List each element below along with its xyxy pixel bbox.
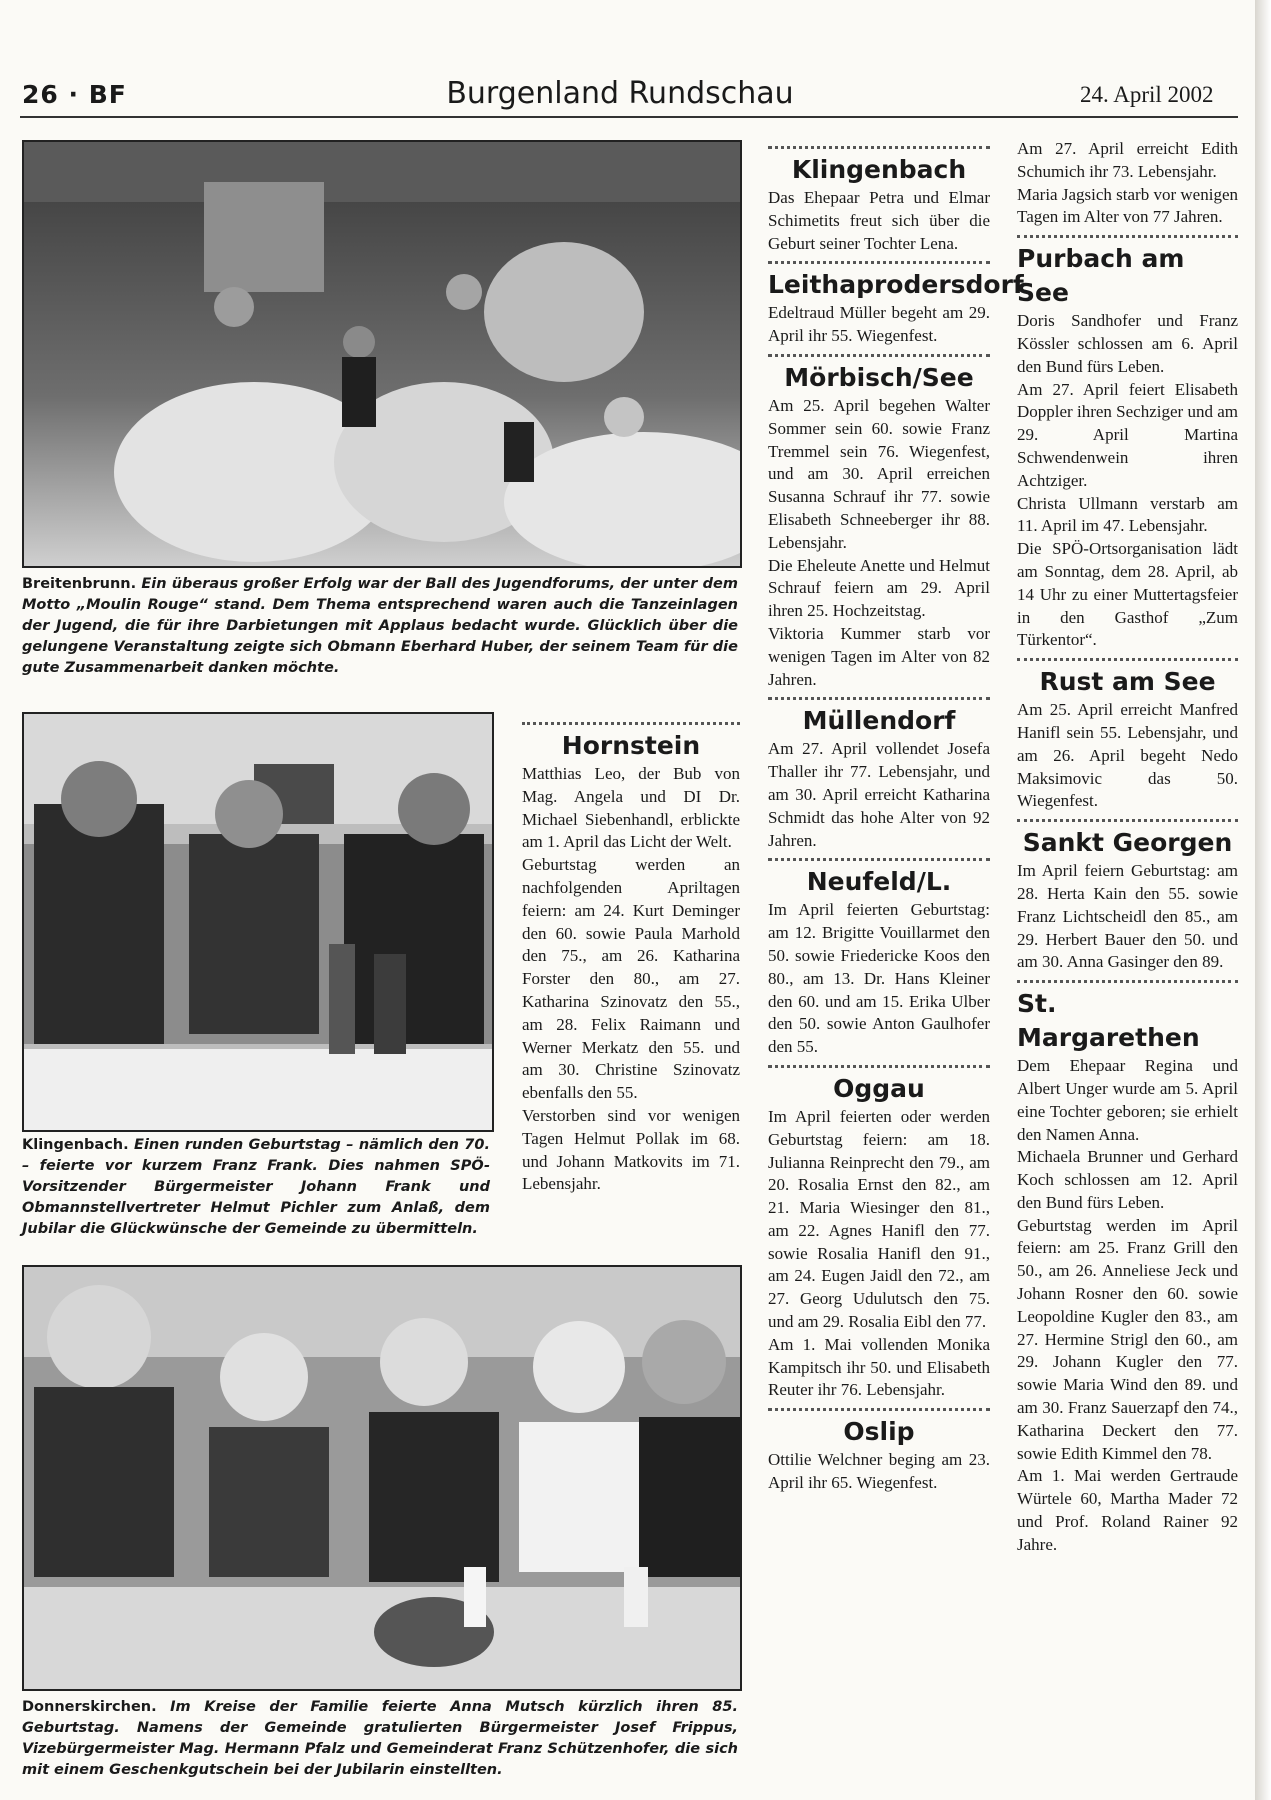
section-paragraph: Viktoria Kummer starb vor wenigen Tagen im Alter von 82 Jahren. <box>768 623 990 689</box>
caption-klingenbach <box>22 1135 490 1240</box>
section-sankt-georgen <box>1017 819 1238 974</box>
section-neufeld <box>768 858 990 1059</box>
section-paragraph: Am 27. April feiert Elisabeth Doppler ihren Sechziger und am 29. April Martina Schwendenwein ihren Achtziger. <box>1017 379 1238 490</box>
page-edge <box>1255 0 1271 1800</box>
dotted-divider <box>1017 980 1238 983</box>
section-paragraph: Am 27. April vollendet Josefa Thaller ihr 77. Lebensjahr, und am 30. April erreicht Katharina Schmidt das hohe Alter von 92 Jahren. <box>768 739 990 850</box>
dotted-divider <box>1017 819 1238 822</box>
caption-text: Einen runden Geburtstag – nämlich den 70. – feierte vor kurzem Franz Frank. Dies nahmen SPÖ-Vorsitzender Bürgermeister Johann Frank und Obmannstellvertreter Helmut Pichler zum Anlaß, dem Jubilar die Glückwünsche der Gemeinde zu übermitteln. <box>22 1137 490 1237</box>
section-paragraph: Geburtstag werden im April feiern: am 25. Franz Grill den 50., am 26. Anneliese Jeck und Johann Rosner den 60. sowie Leopoldine Kugler den 83., am 27. Hermine Strigl den 60., am 29. Johann Kugler den 77. sowie Maria Wind den 89. und am 30. Franz Sauerzapf den 74., Katharina Deckert den 77. sowie Edith Kimmel den 78. <box>1017 1215 1238 1463</box>
caption-place: Klingenbach. <box>22 1137 129 1153</box>
section-leithaprodersdorf <box>768 261 1024 348</box>
section-heading: Sankt Georgen <box>1022 828 1233 858</box>
section-moerbisch <box>768 354 990 691</box>
section-heading: Hornstein <box>561 731 701 760</box>
section-oslip <box>768 1408 990 1495</box>
section-heading: St. Margarethen <box>1017 989 1200 1053</box>
section-paragraph: Doris Sandhofer und Franz Kössler schlossen am 6. April den Bund fürs Leben. <box>1017 311 1238 376</box>
section-heading: Leithaprodersdorf <box>768 270 1024 300</box>
photo-klingenbach <box>22 712 494 1132</box>
section-heading: Rust am See <box>1039 667 1216 697</box>
section-heading: Müllendorf <box>802 706 956 736</box>
dotted-divider <box>1017 235 1238 238</box>
section-paragraph: Michaela Brunner und Gerhard Koch schlossen am 12. April den Bund fürs Leben. <box>1017 1147 1238 1212</box>
section-paragraph: Christa Ullmann verstarb am 11. April im 47. Lebensjahr. <box>1017 493 1238 536</box>
page-label: 26 · BF <box>22 80 127 109</box>
section-paragraph: Die SPÖ-Ortsorganisation lädt am Sonntag, dem 28. April, ab 14 Uhr zu einer Muttertagsfeier in den Gasthof „Zum Türkentor“. <box>1017 539 1238 650</box>
section-heading: Neufeld/L. <box>806 867 952 897</box>
dotted-divider <box>1017 658 1238 661</box>
dotted-divider <box>768 1065 990 1068</box>
section-paragraph: Im April feierten Geburtstag: am 12. Brigitte Vouillarmet den 50. sowie Friedericke Koos den 80., am 13. Dr. Hans Kleiner den 60. und am 15. Erika Ulber den 50. sowie Anton Gaulhofer den 55. <box>768 900 990 1057</box>
section-st-margarethen <box>1017 980 1238 1557</box>
newspaper-title: Burgenland Rundschau <box>446 76 794 111</box>
issue-date: 24. April 2002 <box>1080 82 1214 107</box>
caption-place: Donnerskirchen. <box>22 1699 157 1715</box>
caption-text: Im Kreise der Familie feierte Anna Mutsch kürzlich ihren 85. Geburtstag. Namens der Gemeinde gratulierten Bürgermeister Josef Frippus, Vizebürgermeister Mag. Hermann Pfalz und Gemeinderat Franz Schützenhofer, die sich mit einem Geschenkgutschein bei der Jubilarin einstellten. <box>22 1699 738 1778</box>
dotted-divider <box>522 722 740 725</box>
section-heading: Klingenbach <box>791 155 967 184</box>
dotted-divider <box>768 354 990 357</box>
column-2 <box>768 140 1024 1495</box>
photo-donnerskirchen <box>22 1265 742 1691</box>
section-purbach <box>1017 235 1238 652</box>
caption-place: Breitenbrunn. <box>22 576 137 592</box>
caption-breitenbrunn <box>22 574 738 679</box>
section-rust <box>1017 658 1238 813</box>
dotted-divider <box>768 261 990 264</box>
dotted-divider <box>768 146 990 149</box>
section-paragraph: Geburtstag werden an nachfolgenden Apriltagen feiern: am 24. Kurt Deminger den 60. sowie Paula Marhold den 75., am 26. Katharina Forster den 80., am 27. Katharina Szinovatz den 55., am 28. Felix Raimann und Werner Merkatz den 55. und am 30. Christine Szinovatz ebenfalls den 55. <box>522 855 740 1103</box>
section-paragraph: Am 25. April begehen Walter Sommer sein 60. sowie Franz Tremmel sein 76. Wiegenfest, und am 30. April erreichen Susanna Schrauf ihr 77. sowie Elisabeth Schneeberger ihr 88. Lebensjahr. <box>768 395 990 552</box>
caption-text: Ein überaus großer Erfolg war der Ball des Jugendforums, der unter dem Motto „Moulin Rouge“ stand. Dem Thema entsprechend waren auch die Tanzeinlagen der Jugend, die für ihre Darbietungen mit Applaus bedacht wurde. Glücklich über die gelungene Veranstaltung zeigte sich Obmann Eberhard Huber, der seinem Team für die gute Zusammenarbeit danken möchte. <box>22 576 738 676</box>
section-heading: Oggau <box>833 1073 925 1103</box>
section-paragraph: Verstorben sind vor wenigen Tagen Helmut Pollak im 68. und Johann Matkovits im 71. Lebensjahr. <box>522 1105 740 1194</box>
section-hornstein <box>522 722 740 1196</box>
section-paragraph: Ottilie Welchner beging am 23. April ihr 65. Wiegenfest. <box>768 1450 990 1493</box>
section-paragraph: Am 1. Mai vollenden Monika Kampitsch ihr 50. und Elisabeth Reuter ihr 76. Lebensjahr. <box>768 1334 990 1400</box>
section-oggau <box>768 1065 990 1402</box>
section-heading: Oslip <box>843 1417 915 1447</box>
section-paragraph: Matthias Leo, der Bub von Mag. Angela und DI Dr. Michael Siebenhandl, erblickte am 1. April das Licht der Welt. <box>522 764 740 852</box>
section-paragraph: Am 1. Mai werden Gertraude Würtele 60, Martha Mader 72 und Prof. Roland Rainer 92 Jahre. <box>1017 1466 1238 1554</box>
section-paragraph: Edeltraud Müller begeht am 29. April ihr 55. Wiegenfest. <box>768 303 990 346</box>
section-heading: Mörbisch/See <box>784 362 974 392</box>
section-paragraph: Die Eheleute Anette und Helmut Schrauf feiern am 29. April ihren 25. Hochzeitstag. <box>768 555 990 621</box>
section-paragraph: Dem Ehepaar Regina und Albert Unger wurde am 5. April eine Tochter geboren; sie erhielt den Namen Anna. <box>1017 1056 1238 1144</box>
section-klingenbach <box>768 146 990 255</box>
column-1 <box>522 716 740 1196</box>
section-paragraph: Am 25. April erreicht Manfred Hanifl sein 55. Lebensjahr, und am 26. April begeht Nedo Maksimovic das 50. Wiegenfest. <box>1017 700 1238 811</box>
section-paragraph: Am 27. April erreicht Edith Schumich ihr 73. Lebensjahr. <box>1017 139 1238 181</box>
header-rule <box>20 116 1238 118</box>
photo-dancers <box>22 140 742 568</box>
caption-donnerskirchen <box>22 1697 738 1781</box>
column-3 <box>1017 138 1238 1557</box>
section-heading: Purbach am See <box>1017 244 1185 308</box>
section-paragraph: Maria Jagsich starb vor wenigen Tagen im Alter von 77 Jahren. <box>1017 184 1238 227</box>
section-muellendorf <box>768 697 990 852</box>
section-moerbisch-continued <box>1017 138 1238 229</box>
dotted-divider <box>768 858 990 861</box>
section-paragraph: Im April feiern Geburtstag: am 28. Herta Kain den 55. sowie Franz Lichtscheidl den 85., am 29. Herbert Bauer den 50. und am 30. Anna Gasinger den 89. <box>1017 861 1238 972</box>
section-paragraph: Das Ehepaar Petra und Elmar Schimetits freut sich über die Geburt seiner Tochter Lena. <box>768 188 990 253</box>
dotted-divider <box>768 1408 990 1411</box>
dotted-divider <box>768 697 990 700</box>
section-paragraph: Im April feierten oder werden Geburtstag feiern: am 18. Julianna Reinprecht den 79., am 20. Rosalia Ernst den 82., am 21. Maria Wiesinger den 81., am 22. Agnes Hanifl den 77. sowie Rosalia Hanifl den 91., am 24. Eugen Jaidl den 72., am 27. Georg Udulutsch den 75. und am 29. Rosalia Eibl den 77. <box>768 1106 990 1332</box>
